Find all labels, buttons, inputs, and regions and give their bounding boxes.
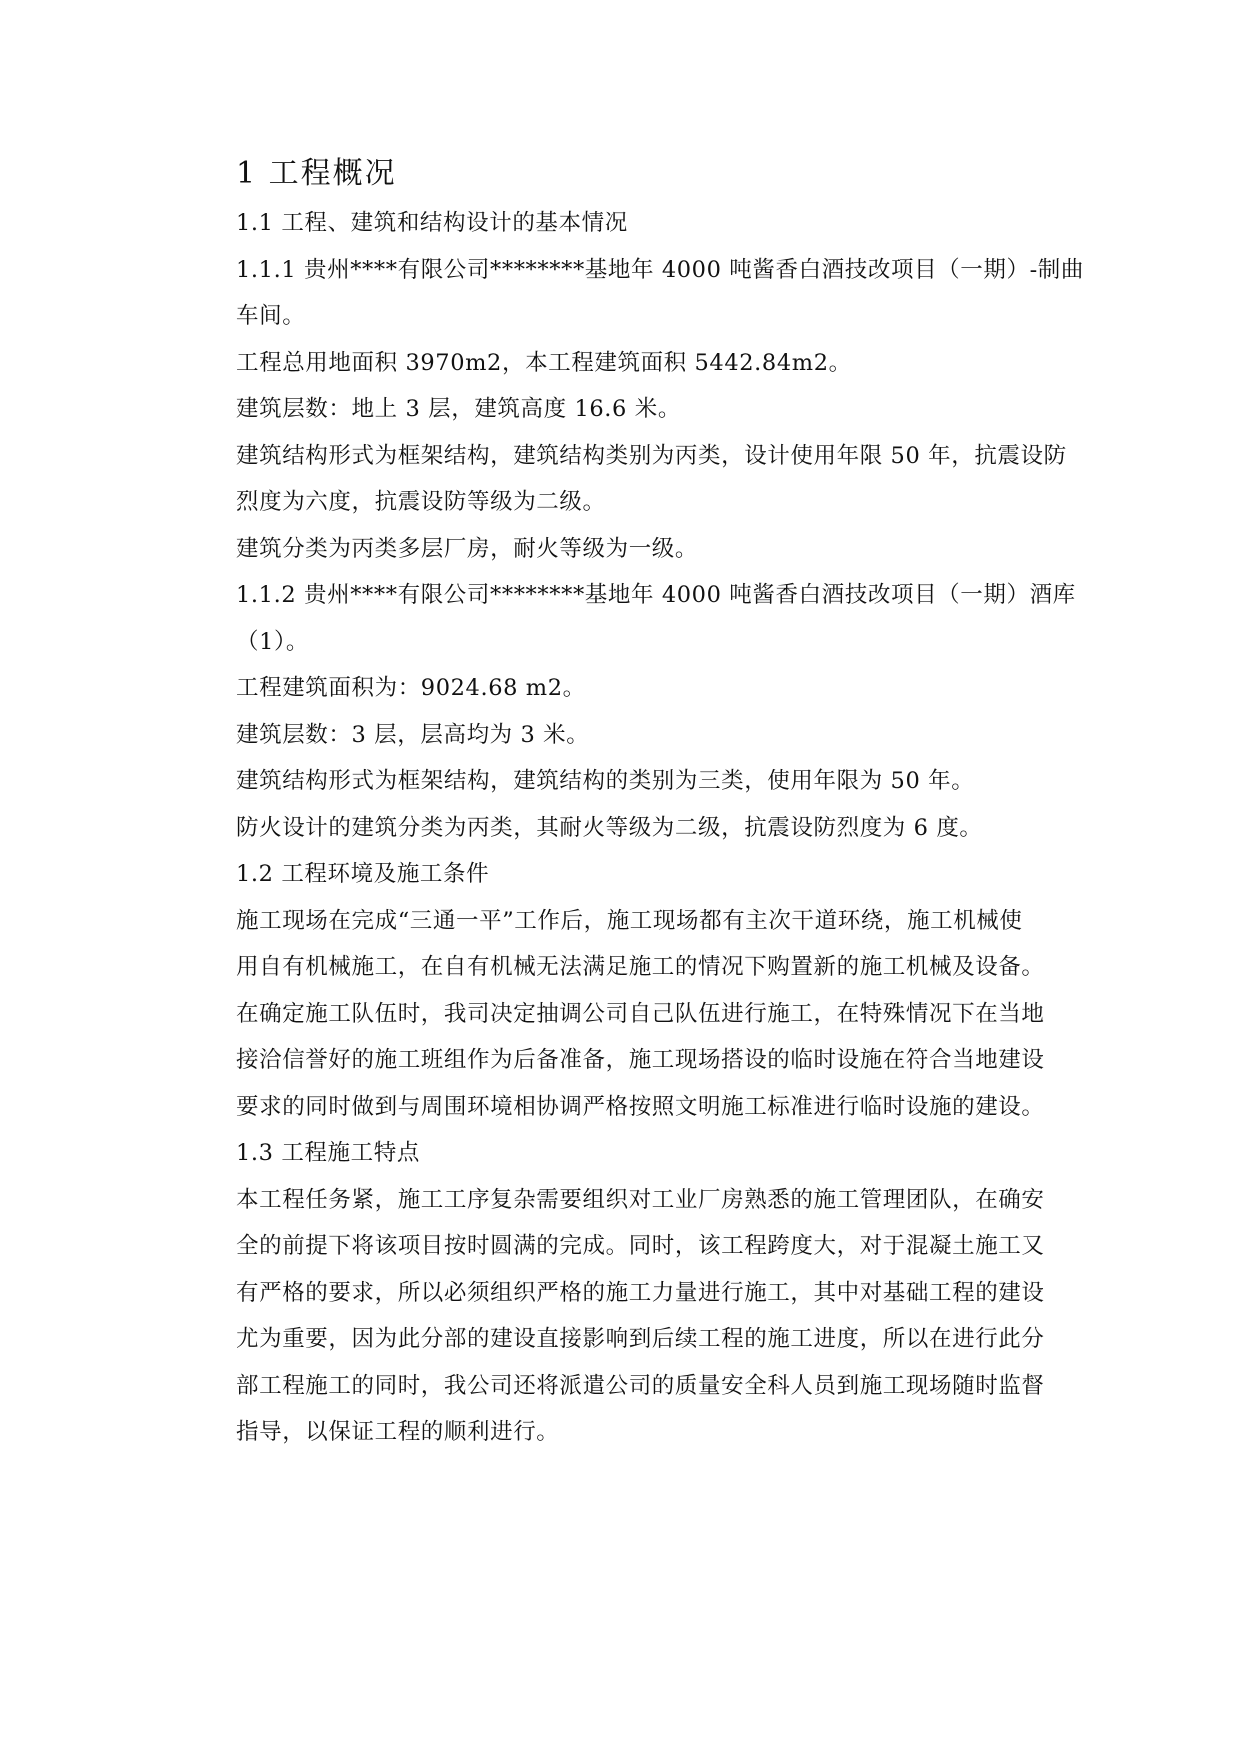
environment-paragraph-line: 要求的同时做到与周围环境相协调严格按照文明施工标准进行临时设施的建设。 — [236, 1093, 1045, 1120]
item-1-1-2 — [236, 572, 1116, 665]
floors-text-2: 建筑层数：3 层，层高均为 3 米。 — [236, 721, 590, 748]
structure-text-1 — [236, 433, 1116, 526]
item-1-1-1-line: 车间。 — [236, 303, 306, 329]
area-text-2: 工程建筑面积为：9024.68 m2。 — [236, 675, 586, 701]
section-heading-1-1: 1.1 工程、建筑和结构设计的基本情况 — [236, 210, 628, 236]
environment-paragraph-line: 用自有机械施工，在自有机械无法满足施工的情况下购置新的施工机械及设备。 — [236, 954, 1045, 980]
area-total-text: 工程总用地面积 3970m2，本工程建筑面积 5442.84m2。 — [236, 349, 852, 376]
structure-text-1-line: 烈度为六度，抗震设防等级为二级。 — [236, 489, 606, 515]
section-heading-1-3: 1.3 工程施工特点 — [236, 1140, 420, 1166]
chapter-heading: 1 工程概况 — [236, 156, 397, 191]
section-heading-1-2: 1.2 工程环境及施工条件 — [236, 861, 490, 887]
document-page — [236, 150, 1116, 1456]
environment-paragraph-line: 在确定施工队伍时，我司决定抽调公司自己队伍进行施工，在特殊情况下在当地 — [236, 1000, 1045, 1027]
environment-paragraph — [236, 898, 1116, 1131]
fire-text-2: 防火设计的建筑分类为丙类，其耐火等级为二级，抗震设防烈度为 6 度。 — [236, 814, 983, 841]
features-paragraph-line: 尤为重要，因为此分部的建设直接影响到后续工程的施工进度，所以在进行此分 — [236, 1326, 1045, 1352]
features-paragraph-line: 指导，以保证工程的顺利进行。 — [236, 1419, 560, 1445]
features-paragraph-line: 全的前提下将该项目按时圆满的完成。同时，该工程跨度大，对于混凝土施工又 — [236, 1233, 1045, 1259]
structure-text-2: 建筑结构形式为框架结构，建筑结构的类别为三类，使用年限为 50 年。 — [236, 768, 975, 794]
structure-text-1-line: 建筑结构形式为框架结构，建筑结构类别为丙类，设计使用年限 50 年，抗震设防 — [236, 442, 1067, 469]
classification-text-1: 建筑分类为丙类多层厂房，耐火等级为一级。 — [236, 535, 699, 562]
floors-text-1: 建筑层数：地上 3 层，建筑高度 16.6 米。 — [236, 396, 681, 422]
features-paragraph — [236, 1177, 1116, 1456]
features-paragraph-line: 本工程任务紧，施工工序复杂需要组织对工业厂房熟悉的施工管理团队，在确安 — [236, 1186, 1045, 1213]
item-1-1-2-line: （1）。 — [236, 628, 309, 655]
features-paragraph-line: 部工程施工的同时，我公司还将派遣公司的质量安全科人员到施工现场随时监督 — [236, 1372, 1045, 1399]
item-1-1-1 — [236, 247, 1116, 340]
environment-paragraph-line: 施工现场在完成“三通一平”工作后，施工现场都有主次干道环绕，施工机械使 — [236, 907, 1023, 934]
features-paragraph-line: 有严格的要求，所以必须组织严格的施工力量进行施工，其中对基础工程的建设 — [236, 1279, 1045, 1306]
environment-paragraph-line: 接洽信誉好的施工班组作为后备准备，施工现场搭设的临时设施在符合当地建设 — [236, 1047, 1045, 1073]
item-1-1-1-line: 1.1.1 贵州****有限公司********基地年 4000 吨酱香白酒技改项目（一期）-制曲 — [236, 256, 1084, 283]
item-1-1-2-line: 1.1.2 贵州****有限公司********基地年 4000 吨酱香白酒技改项目（一期）酒库 — [236, 582, 1076, 608]
